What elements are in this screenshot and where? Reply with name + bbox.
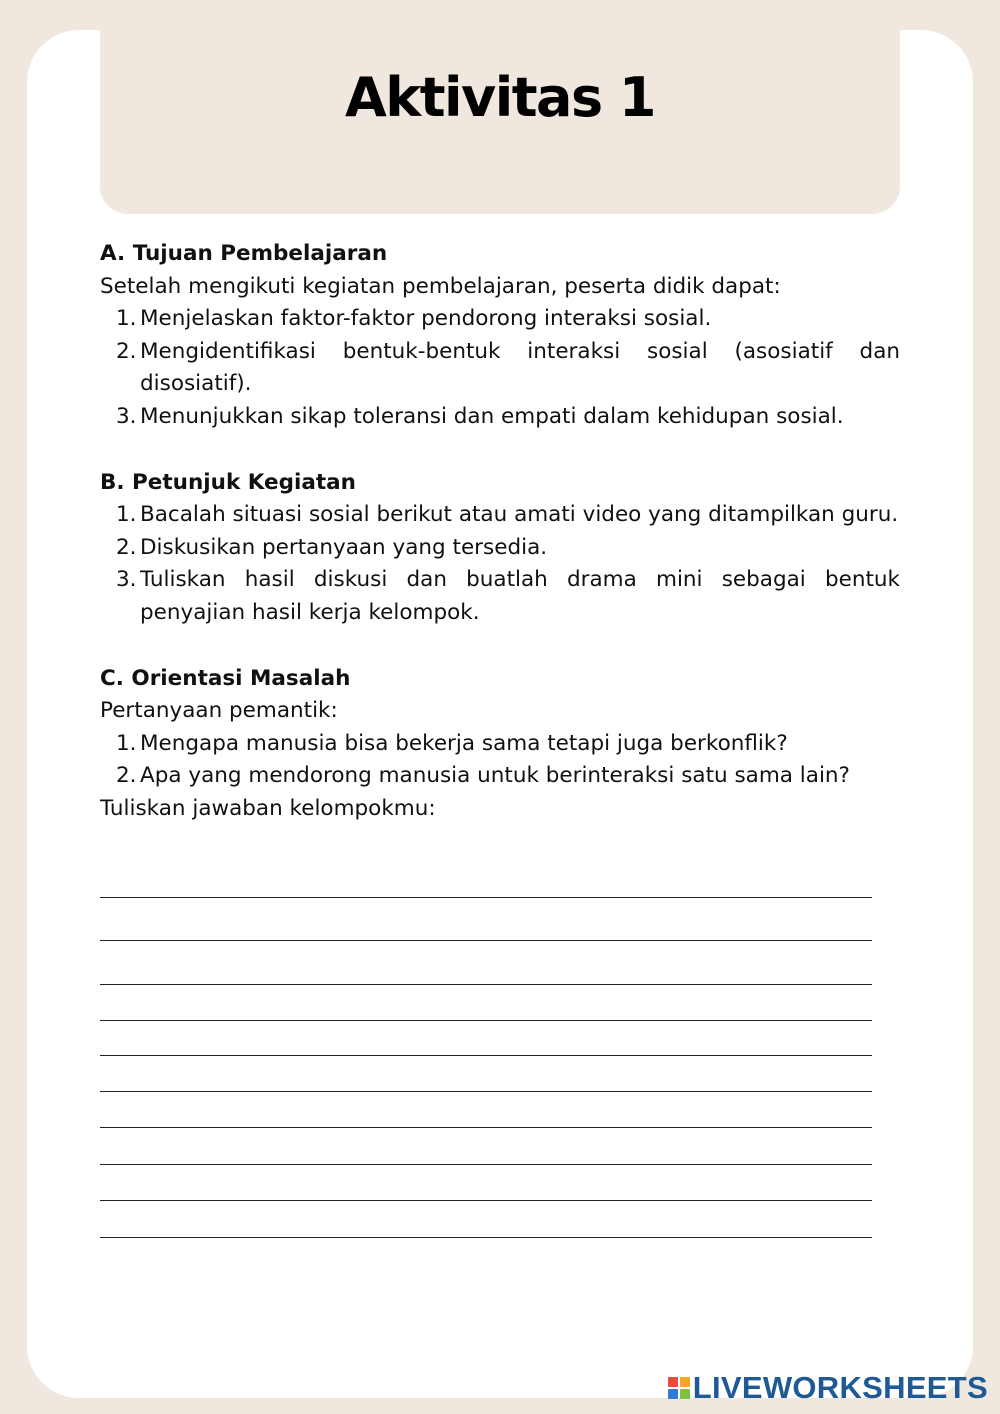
worksheet-content <box>100 238 900 826</box>
list-text: Menjelaskan faktor-faktor pendorong interaksi sosial. <box>140 306 712 332</box>
answer-line[interactable] <box>100 897 872 898</box>
list-text: Tuliskan hasil diskusi dan buatlah drama mini sebagai bentuk penyajian hasil kerja kelompok. <box>140 567 900 625</box>
list-text: Apa yang mendorong manusia untuk berinteraksi satu sama lain? <box>140 763 850 789</box>
list-item <box>100 564 900 629</box>
section-c-intro: Pertanyaan pemantik: <box>100 698 338 724</box>
list-text: Mengidentifikasi bentuk-bentuk interaksi sosial (asosiatif dan disosiatif). <box>140 338 900 397</box>
logo-square <box>680 1377 690 1387</box>
answer-line[interactable] <box>100 984 872 985</box>
section-b-list <box>100 499 900 629</box>
list-number: 2. <box>116 763 137 789</box>
section-b-heading: B. Petunjuk Kegiatan <box>100 469 356 495</box>
list-item <box>100 532 900 565</box>
logo-square <box>668 1389 678 1399</box>
logo-square <box>680 1389 690 1399</box>
list-item <box>100 499 900 532</box>
section-a-heading: A. Tujuan Pembelajaran <box>100 241 388 266</box>
logo-square <box>668 1377 678 1387</box>
list-item <box>100 760 900 793</box>
liveworksheets-logo <box>668 1370 988 1406</box>
list-text: Mengapa manusia bisa bekerja sama tetapi juga berkonflik? <box>140 730 788 756</box>
list-text: Diskusikan pertanyaan yang tersedia. <box>140 534 548 560</box>
answer-line[interactable] <box>100 1164 872 1165</box>
list-number: 3. <box>116 567 137 593</box>
page-title: Aktivitas 1 <box>344 66 655 129</box>
list-text: Bacalah situasi sosial berikut atau amati video yang ditampilkan guru. <box>140 502 899 528</box>
answer-line[interactable] <box>100 1127 872 1128</box>
list-item <box>100 728 900 761</box>
section-c-list <box>100 728 900 793</box>
list-number: 2. <box>116 338 137 364</box>
answer-line[interactable] <box>100 1237 872 1238</box>
answer-line[interactable] <box>100 940 872 941</box>
section-a-list <box>100 303 900 433</box>
list-number: 1. <box>116 502 137 528</box>
answer-line[interactable] <box>100 1055 872 1056</box>
answer-line[interactable] <box>100 1020 872 1021</box>
answer-prompt: Tuliskan jawaban kelompokmu: <box>100 795 436 821</box>
section-a-intro: Setelah mengikuti kegiatan pembelajaran, peserta didik dapat: <box>100 273 781 299</box>
liveworksheets-icon <box>668 1377 690 1399</box>
list-item <box>100 336 900 401</box>
answer-line[interactable] <box>100 1091 872 1092</box>
list-number: 1. <box>116 730 137 756</box>
brand-name: LIVEWORKSHEETS <box>692 1370 988 1405</box>
list-number: 2. <box>116 534 137 560</box>
list-number: 3. <box>116 403 137 429</box>
list-item <box>100 401 900 434</box>
list-item <box>100 303 900 336</box>
list-text: Menunjukkan sikap toleransi dan empati dalam kehidupan sosial. <box>140 403 844 429</box>
list-number: 1. <box>116 306 137 332</box>
section-c-heading: C. Orientasi Masalah <box>100 665 351 691</box>
answer-line[interactable] <box>100 1200 872 1201</box>
